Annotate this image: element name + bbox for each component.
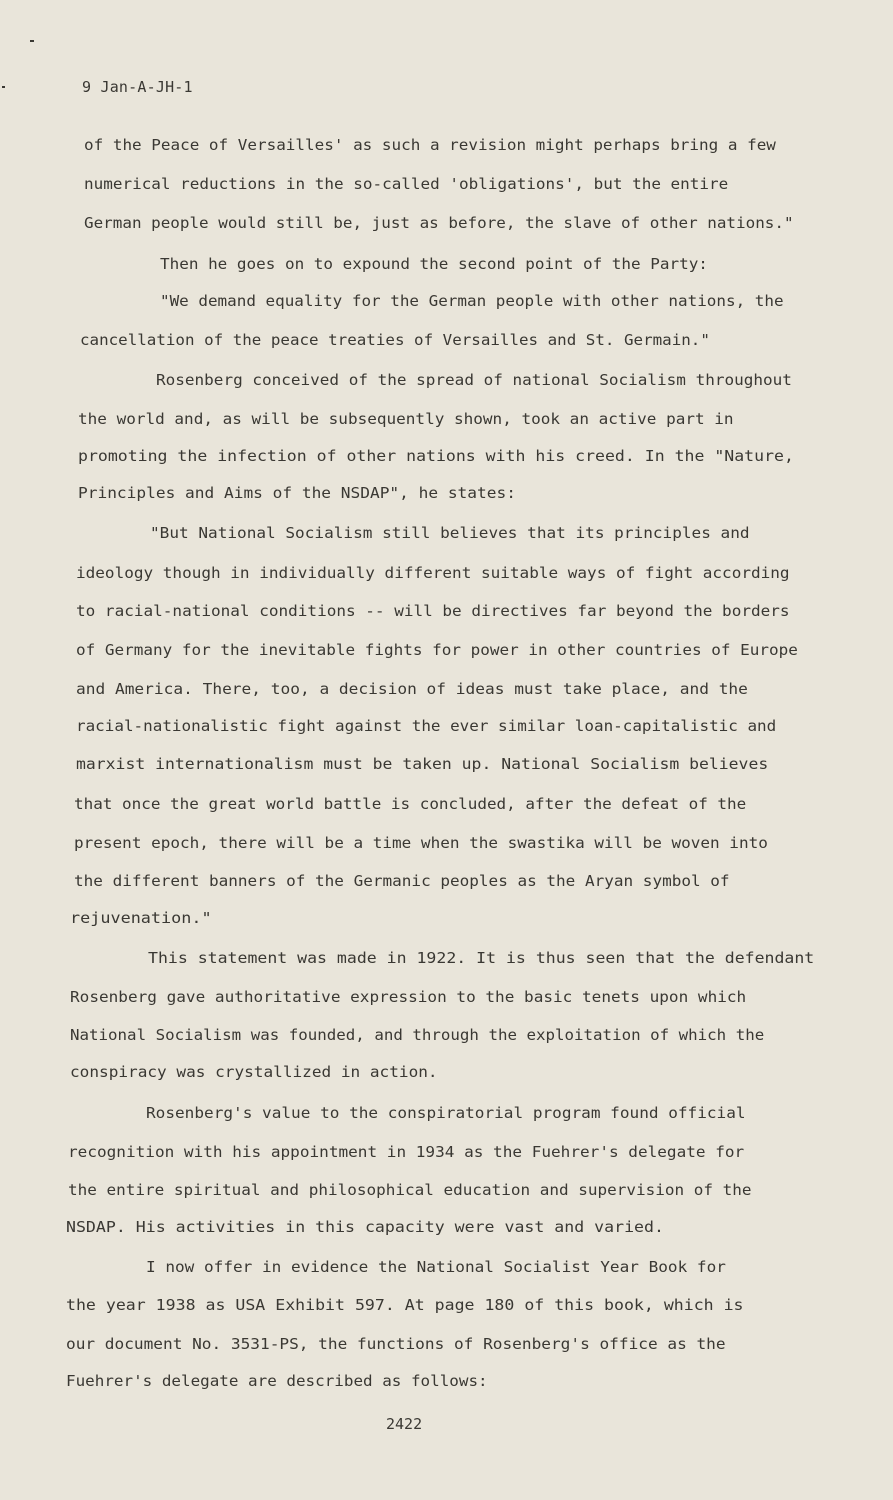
text-line: the different banners of the Germanic peoples as the Aryan symbol of <box>74 872 730 890</box>
text-line: I now offer in evidence the National Socialist Year Book for <box>146 1258 726 1276</box>
text-line: recognition with his appointment in 1934 as the Fuehrer's delegate for <box>68 1143 745 1161</box>
text-line: Then he goes on to expound the second point of the Party: <box>160 255 708 273</box>
margin-mark <box>30 40 34 42</box>
text-line: the year 1938 as USA Exhibit 597. At page 180 of this book, which is <box>66 1296 744 1314</box>
text-line: NSDAP. His activities in this capacity were vast and varied. <box>66 1218 664 1236</box>
text-line: Principles and Aims of the NSDAP", he states: <box>78 484 516 502</box>
text-line: Rosenberg's value to the conspiratorial program found official <box>146 1104 746 1122</box>
text-line: present epoch, there will be a time when the swastika will be woven into <box>74 834 768 852</box>
text-line: marxist internationalism must be taken up. National Socialism believes <box>76 755 769 773</box>
text-line: German people would still be, just as before, the slave of other nations." <box>84 214 794 232</box>
text-line: "We demand equality for the German people with other nations, the <box>160 292 784 310</box>
margin-mark <box>2 86 5 88</box>
text-line: the entire spiritual and philosophical education and supervision of the <box>68 1181 752 1199</box>
text-line: to racial-national conditions -- will be directives far beyond the borders <box>76 602 790 620</box>
text-line: and America. There, too, a decision of ideas must take place, and the <box>76 680 748 698</box>
text-line: numerical reductions in the so-called 'obligations', but the entire <box>84 175 729 193</box>
page-number: 2422 <box>386 1415 423 1433</box>
text-line: National Socialism was founded, and through the exploitation of which the <box>70 1026 765 1044</box>
text-line: the world and, as will be subsequently shown, took an active part in <box>78 410 734 428</box>
text-line: of Germany for the inevitable fights for power in other countries of Europe <box>76 641 798 659</box>
text-line: Rosenberg gave authoritative expression to the basic tenets upon which <box>70 988 747 1006</box>
text-line: that once the great world battle is concluded, after the defeat of the <box>74 795 747 813</box>
text-line: cancellation of the peace treaties of Versailles and St. Germain." <box>80 331 710 349</box>
document-reference: 9 Jan-A-JH-1 <box>82 78 193 96</box>
text-line: "But National Socialism still believes that its principles and <box>150 524 750 542</box>
text-line: rejuvenation." <box>70 909 212 927</box>
text-line: conspiracy was crystallized in action. <box>70 1063 438 1081</box>
text-line: Fuehrer's delegate are described as follows: <box>66 1372 488 1390</box>
text-line: our document No. 3531-PS, the functions of Rosenberg's office as the <box>66 1335 726 1353</box>
text-line: of the Peace of Versailles' as such a revision might perhaps bring a few <box>84 136 776 154</box>
text-line: racial-nationalistic fight against the ever similar loan-capitalistic and <box>76 717 777 735</box>
text-line: Rosenberg conceived of the spread of national Socialism throughout <box>156 371 792 389</box>
text-line: ideology though in individually different suitable ways of fight according <box>76 564 790 582</box>
text-line: promoting the infection of other nations with his creed. In the "Nature, <box>78 447 794 465</box>
text-line: This statement was made in 1922. It is thus seen that the defendant <box>148 949 815 967</box>
